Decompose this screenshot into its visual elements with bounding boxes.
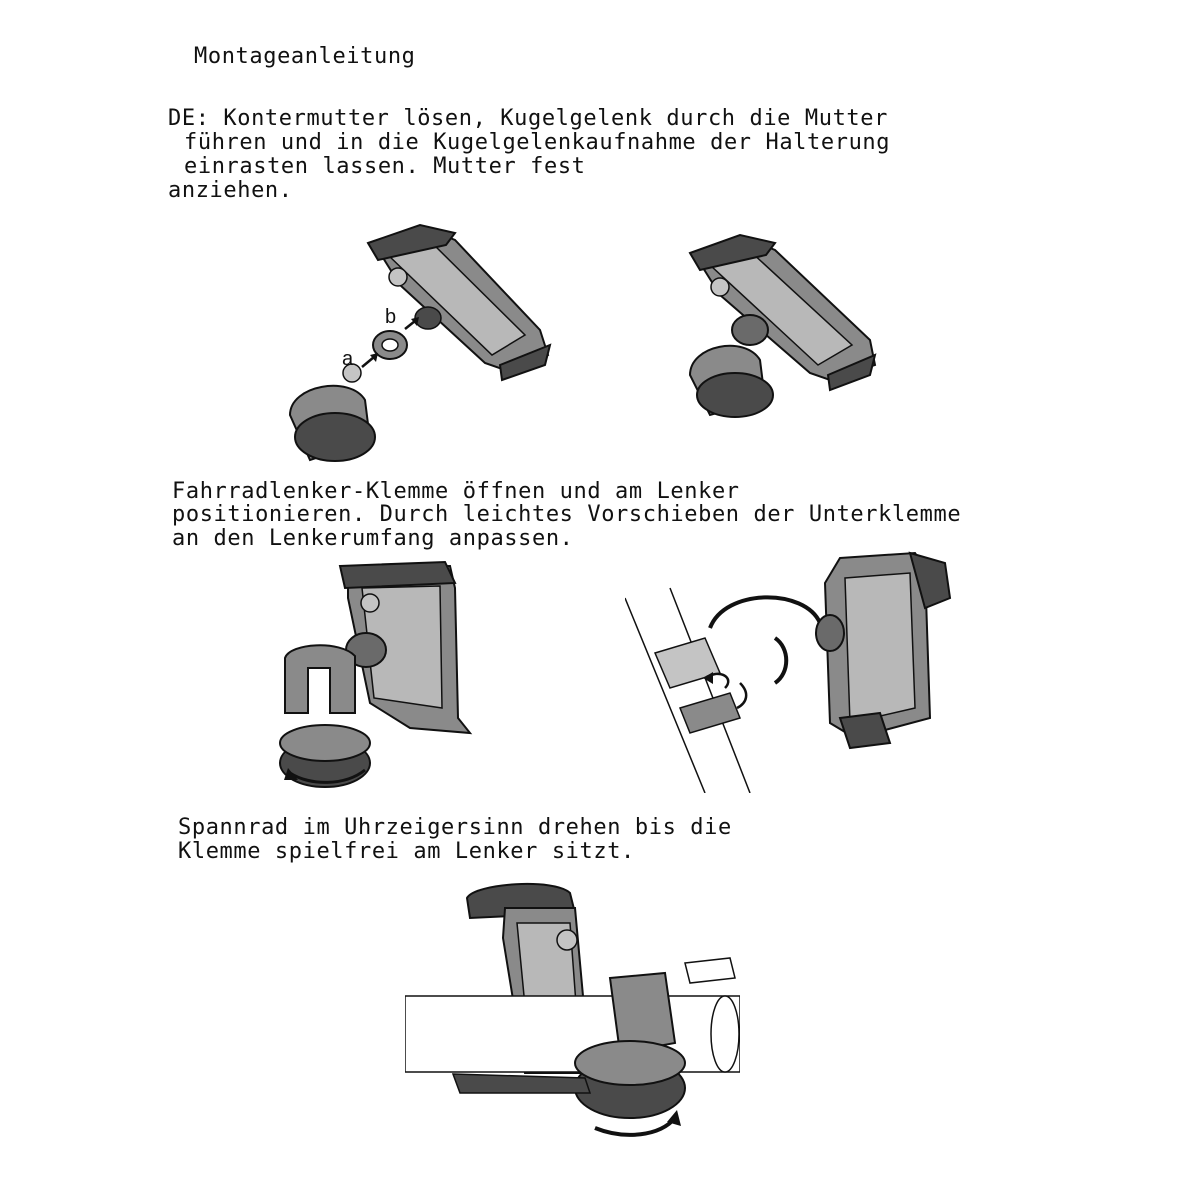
clamp-open-figure <box>270 558 480 793</box>
clamp-on-handlebar-figure <box>625 548 955 793</box>
paragraph-2-line-3: an den Lenkerumfang anpassen. <box>172 526 574 551</box>
paragraph-2-line-2: positionieren. Durch leichtes Vorschieben der Unterklemme <box>172 502 962 527</box>
assembly-exploded-figure <box>270 215 570 470</box>
label-b: b <box>385 306 397 328</box>
paragraph-1-line-2: führen und in die Kugelgelenkaufnahme der Halterung <box>184 130 891 155</box>
ball-joint-drawing <box>290 364 375 461</box>
document-title: Montageanleitung <box>194 44 416 69</box>
paragraph-2-line-1: Fahrradlenker-Klemme öffnen und am Lenker <box>172 479 740 504</box>
paragraph-3-line-1: Spannrad im Uhrzeigersinn drehen bis die <box>178 815 732 840</box>
paragraph-1-line-4: anziehen. <box>168 178 293 203</box>
paragraph-1-line-1: DE: Kontermutter lösen, Kugelgelenk durch die Mutter <box>168 106 888 131</box>
assembly-complete-figure <box>680 225 890 425</box>
paragraph-3-line-2: Klemme spielfrei am Lenker sitzt. <box>178 839 635 864</box>
label-a: a <box>342 348 354 370</box>
paragraph-1-line-3: einrasten lassen. Mutter fest <box>184 154 586 179</box>
lock-nut-drawing <box>373 331 407 359</box>
tension-wheel-figure <box>405 878 740 1148</box>
